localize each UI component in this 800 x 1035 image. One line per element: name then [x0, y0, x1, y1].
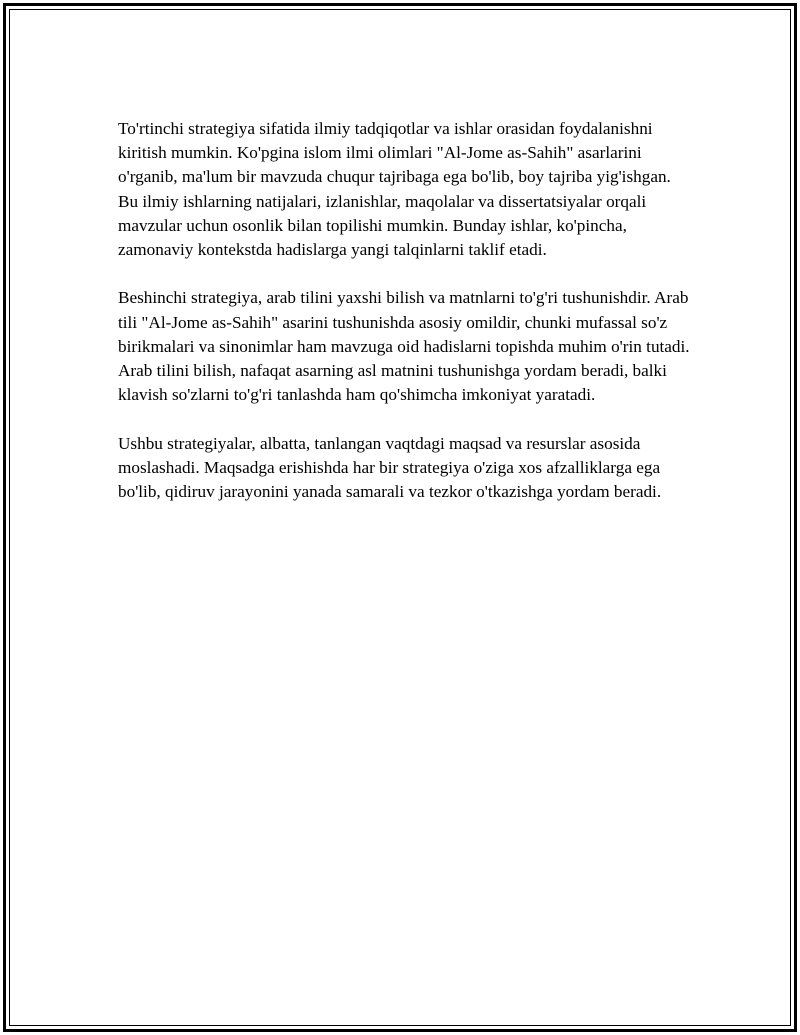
- document-body: [118, 117, 690, 528]
- paragraph-strategy-four: To'rtinchi strategiya sifatida ilmiy tadqiqotlar va ishlar orasidan foydalanishni kiritish mumkin. Ko'pgina islom ilmi olimlari "Al-Jome as-Sahih" asarlarini o'rganib, ma'lum bir mavzuda chuqur tajribaga ega bo'lib, boy tajriba yig'ishgan. Bu ilmiy ishlarning natijalari, izlanishlar, maqolalar va dissertatsiyalar orqali mavzular uchun osonlik bilan topilishi mumkin. Bunday ishlar, ko'pincha, zamonaviy kontekstda hadislarga yangi talqinlarni taklif etadi.: [118, 119, 671, 260]
- paragraph-strategy-five: Beshinchi strategiya, arab tilini yaxshi bilish va matnlarni to'g'ri tushunishdir. Arab tili "Al-Jome as-Sahih" asarini tushunishda asosiy omildir, chunki mufassal so'z birikmalari va sinonimlar ham mavzuga oid hadislarni topishda muhim o'rin tutadi. Arab tilini bilish, nafaqat asarning asl matnini tushunishga yordam beradi, balki klavish so'zlarni to'g'ri tanlashda ham qo'shimcha imkoniyat yaratadi.: [118, 288, 690, 405]
- paragraph-conclusion: Ushbu strategiyalar, albatta, tanlangan vaqtdagi maqsad va resurslar asosida moslashadi. Maqsadga erishishda har bir strategiya o'ziga xos afzalliklarga ega bo'lib, qidiruv jarayonini yanada samarali va tezkor o'tkazishga yordam beradi.: [118, 433, 662, 502]
